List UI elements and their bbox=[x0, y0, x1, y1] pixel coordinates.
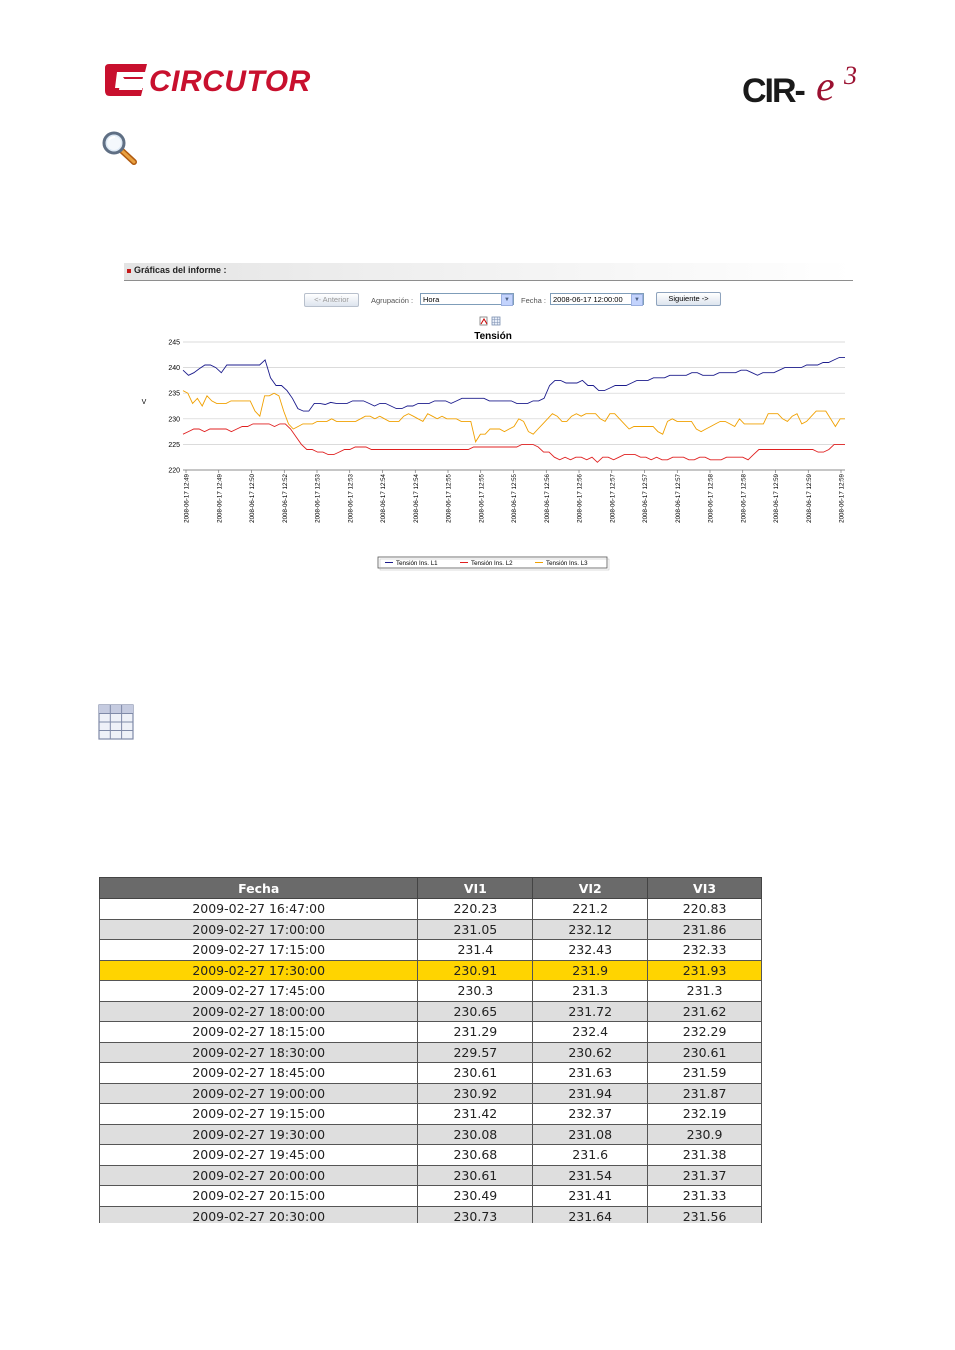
x-tick-label: 2008-06-17 12:53 bbox=[347, 474, 355, 523]
cell-fecha: 2009-02-27 20:00:00 bbox=[100, 1165, 418, 1186]
x-tick-label: 2008-06-17 12:59 bbox=[805, 474, 813, 523]
x-tick-label: 2008-06-17 12:58 bbox=[740, 474, 748, 523]
cell-vi3: 231.93 bbox=[648, 960, 762, 981]
voltage-chart bbox=[130, 326, 855, 576]
x-tick-label: 2008-06-17 12:56 bbox=[543, 474, 551, 523]
data-table-container bbox=[99, 877, 763, 1223]
y-tick-label: 225 bbox=[168, 441, 180, 449]
chart-panel-header bbox=[124, 263, 853, 281]
cell-fecha: 2009-02-27 17:45:00 bbox=[100, 981, 418, 1002]
table-row[interactable] bbox=[100, 1022, 762, 1043]
x-tick-label: 2008-06-17 12:55 bbox=[478, 474, 486, 523]
table-row[interactable] bbox=[100, 919, 762, 940]
cell-fecha: 2009-02-27 18:15:00 bbox=[100, 1022, 418, 1043]
cell-vi3: 232.19 bbox=[648, 1104, 762, 1125]
legend-label: Tensión Ins. L3 bbox=[546, 560, 588, 567]
magnifier-icon bbox=[100, 130, 140, 166]
cell-vi3: 230.61 bbox=[648, 1042, 762, 1063]
cell-vi1: 230.68 bbox=[418, 1145, 533, 1166]
x-tick-label: 2008-06-17 12:57 bbox=[642, 474, 649, 523]
panel-bullet bbox=[127, 269, 131, 273]
cell-vi1: 231.29 bbox=[418, 1022, 533, 1043]
cell-vi2: 232.12 bbox=[533, 919, 648, 940]
cell-vi2: 232.43 bbox=[533, 940, 648, 961]
cell-fecha: 2009-02-27 19:15:00 bbox=[100, 1104, 418, 1125]
x-tick-label: 2008-06-17 12:52 bbox=[281, 474, 289, 523]
cell-fecha: 2009-02-27 19:30:00 bbox=[100, 1124, 418, 1145]
cell-vi1: 229.57 bbox=[418, 1042, 533, 1063]
column-header-vi2[interactable]: VI2 bbox=[533, 878, 648, 899]
chevron-down-icon[interactable]: ▼ bbox=[501, 294, 513, 306]
y-tick-label: 235 bbox=[168, 390, 180, 398]
agrupacion-label: Agrupación : bbox=[371, 296, 414, 305]
circutor-logo-text: CIRCUTOR bbox=[149, 65, 311, 98]
chart-tools bbox=[479, 316, 503, 326]
cell-vi3: 231.33 bbox=[648, 1186, 762, 1207]
table-row[interactable] bbox=[100, 981, 762, 1002]
cell-vi3: 231.37 bbox=[648, 1165, 762, 1186]
cell-vi2: 221.2 bbox=[533, 899, 648, 920]
x-tick-label: 2008-06-17 12:49 bbox=[216, 474, 224, 523]
cire3-logo-e: e bbox=[816, 64, 835, 110]
cell-vi1: 231.42 bbox=[418, 1104, 533, 1125]
x-tick-label: 2008-06-17 12:55 bbox=[445, 474, 453, 523]
cell-fecha: 2009-02-27 18:00:00 bbox=[100, 1001, 418, 1022]
cell-vi1: 230.61 bbox=[418, 1165, 533, 1186]
cell-vi1: 230.91 bbox=[418, 960, 533, 981]
legend-label: Tensión Ins. L2 bbox=[471, 560, 513, 567]
cell-vi2: 231.72 bbox=[533, 1001, 648, 1022]
cell-vi2: 231.08 bbox=[533, 1124, 648, 1145]
table-row[interactable] bbox=[100, 1206, 762, 1223]
table-icon bbox=[98, 704, 134, 740]
cell-vi2: 231.6 bbox=[533, 1145, 648, 1166]
column-header-vi1[interactable]: VI1 bbox=[418, 878, 533, 899]
y-tick-label: 220 bbox=[168, 467, 180, 475]
series-line-2 bbox=[183, 424, 845, 462]
x-tick-label: 2008-06-17 12:59 bbox=[838, 474, 846, 523]
table-row[interactable] bbox=[100, 1165, 762, 1186]
table-row[interactable] bbox=[100, 1083, 762, 1104]
cell-vi3: 231.59 bbox=[648, 1063, 762, 1084]
export-chart-icon[interactable] bbox=[480, 317, 487, 325]
x-tick-label: 2008-06-17 12:50 bbox=[249, 474, 256, 523]
cell-fecha: 2009-02-27 17:15:00 bbox=[100, 940, 418, 961]
cire3-logo-exp: 3 bbox=[844, 62, 857, 90]
y-tick-label: 245 bbox=[168, 339, 180, 347]
x-tick-label: 2008-06-17 12:49 bbox=[183, 474, 191, 523]
cell-vi1: 230.92 bbox=[418, 1083, 533, 1104]
cell-vi3: 231.62 bbox=[648, 1001, 762, 1022]
table-row[interactable] bbox=[100, 899, 762, 920]
cell-fecha: 2009-02-27 18:30:00 bbox=[100, 1042, 418, 1063]
cell-vi1: 220.23 bbox=[418, 899, 533, 920]
cell-vi2: 231.94 bbox=[533, 1083, 648, 1104]
table-row[interactable] bbox=[100, 1124, 762, 1145]
chart-ylabel: V bbox=[141, 399, 147, 406]
x-tick-label: 2008-06-17 12:55 bbox=[511, 474, 518, 523]
table-row[interactable] bbox=[100, 940, 762, 961]
chart-title: Tensión bbox=[474, 331, 512, 342]
x-tick-label: 2008-06-17 12:57 bbox=[674, 474, 682, 523]
agrupacion-select[interactable] bbox=[420, 293, 514, 305]
cell-fecha: 2009-02-27 17:30:00 bbox=[100, 960, 418, 981]
cire3-logo-text: CIR- bbox=[742, 72, 804, 110]
cell-vi2: 231.64 bbox=[533, 1206, 648, 1223]
cell-vi2: 231.9 bbox=[533, 960, 648, 981]
cell-vi2: 231.41 bbox=[533, 1186, 648, 1207]
cell-fecha: 2009-02-27 18:45:00 bbox=[100, 1063, 418, 1084]
cell-fecha: 2009-02-27 17:00:00 bbox=[100, 919, 418, 940]
previous-button[interactable]: <- Anterior bbox=[304, 293, 359, 307]
agrupacion-value: Hora bbox=[423, 295, 440, 304]
column-header-fecha[interactable]: Fecha bbox=[100, 878, 418, 899]
series-line-1 bbox=[183, 357, 845, 411]
fecha-select[interactable] bbox=[550, 293, 644, 305]
cell-vi3: 230.9 bbox=[648, 1124, 762, 1145]
cell-fecha: 2009-02-27 16:47:00 bbox=[100, 899, 418, 920]
cell-vi2: 231.54 bbox=[533, 1165, 648, 1186]
table-row[interactable] bbox=[100, 1186, 762, 1207]
cire3-logo bbox=[740, 62, 870, 110]
fecha-value: 2008-06-17 12:00:00 bbox=[553, 295, 623, 304]
table-row[interactable] bbox=[100, 1145, 762, 1166]
cell-vi1: 230.3 bbox=[418, 981, 533, 1002]
cell-vi1: 231.05 bbox=[418, 919, 533, 940]
next-button[interactable]: Siguiente -> bbox=[656, 292, 721, 306]
table-header-row bbox=[100, 878, 762, 899]
cell-vi3: 231.87 bbox=[648, 1083, 762, 1104]
cell-fecha: 2009-02-27 20:30:00 bbox=[100, 1206, 418, 1223]
cell-vi3: 231.3 bbox=[648, 981, 762, 1002]
cell-vi3: 220.83 bbox=[648, 899, 762, 920]
cell-vi2: 232.4 bbox=[533, 1022, 648, 1043]
table-row[interactable] bbox=[100, 1063, 762, 1084]
table-row[interactable] bbox=[100, 960, 762, 981]
chevron-down-icon[interactable]: ▼ bbox=[631, 294, 643, 306]
cell-vi1: 230.61 bbox=[418, 1063, 533, 1084]
cell-vi3: 231.38 bbox=[648, 1145, 762, 1166]
chart-legend bbox=[378, 557, 609, 570]
series-line-3 bbox=[183, 391, 845, 442]
table-row[interactable] bbox=[100, 1042, 762, 1063]
table-view-icon[interactable] bbox=[492, 317, 500, 325]
column-header-vi3[interactable]: VI3 bbox=[648, 878, 762, 899]
cell-vi3: 231.86 bbox=[648, 919, 762, 940]
y-tick-label: 230 bbox=[168, 416, 180, 424]
x-tick-label: 2008-06-17 12:54 bbox=[380, 474, 387, 523]
x-tick-label: 2008-06-17 12:53 bbox=[314, 474, 322, 523]
y-tick-label: 240 bbox=[168, 365, 180, 373]
panel-title: Gráficas del informe : bbox=[134, 265, 227, 275]
cell-vi3: 232.33 bbox=[648, 940, 762, 961]
table-row[interactable] bbox=[100, 1104, 762, 1125]
cell-fecha: 2009-02-27 20:15:00 bbox=[100, 1186, 418, 1207]
cell-vi2: 231.3 bbox=[533, 981, 648, 1002]
table-row[interactable] bbox=[100, 1001, 762, 1022]
cell-vi1: 231.4 bbox=[418, 940, 533, 961]
cell-vi2: 232.37 bbox=[533, 1104, 648, 1125]
circutor-logo bbox=[103, 58, 328, 100]
x-tick-label: 2008-06-17 12:54 bbox=[412, 474, 420, 523]
cell-vi1: 230.73 bbox=[418, 1206, 533, 1223]
x-tick-label: 2008-06-17 12:59 bbox=[773, 474, 780, 523]
x-tick-label: 2008-06-17 12:56 bbox=[576, 474, 584, 523]
legend-label: Tensión Ins. L1 bbox=[396, 560, 438, 567]
cell-vi2: 231.63 bbox=[533, 1063, 648, 1084]
cell-vi1: 230.49 bbox=[418, 1186, 533, 1207]
cell-vi1: 230.08 bbox=[418, 1124, 533, 1145]
data-table bbox=[99, 877, 762, 1223]
cell-vi1: 230.65 bbox=[418, 1001, 533, 1022]
cell-vi3: 231.56 bbox=[648, 1206, 762, 1223]
cell-vi3: 232.29 bbox=[648, 1022, 762, 1043]
cell-fecha: 2009-02-27 19:45:00 bbox=[100, 1145, 418, 1166]
cell-vi2: 230.62 bbox=[533, 1042, 648, 1063]
x-tick-label: 2008-06-17 12:57 bbox=[609, 474, 617, 523]
cell-fecha: 2009-02-27 19:00:00 bbox=[100, 1083, 418, 1104]
x-tick-label: 2008-06-17 12:58 bbox=[707, 474, 715, 523]
fecha-label: Fecha : bbox=[521, 296, 547, 305]
